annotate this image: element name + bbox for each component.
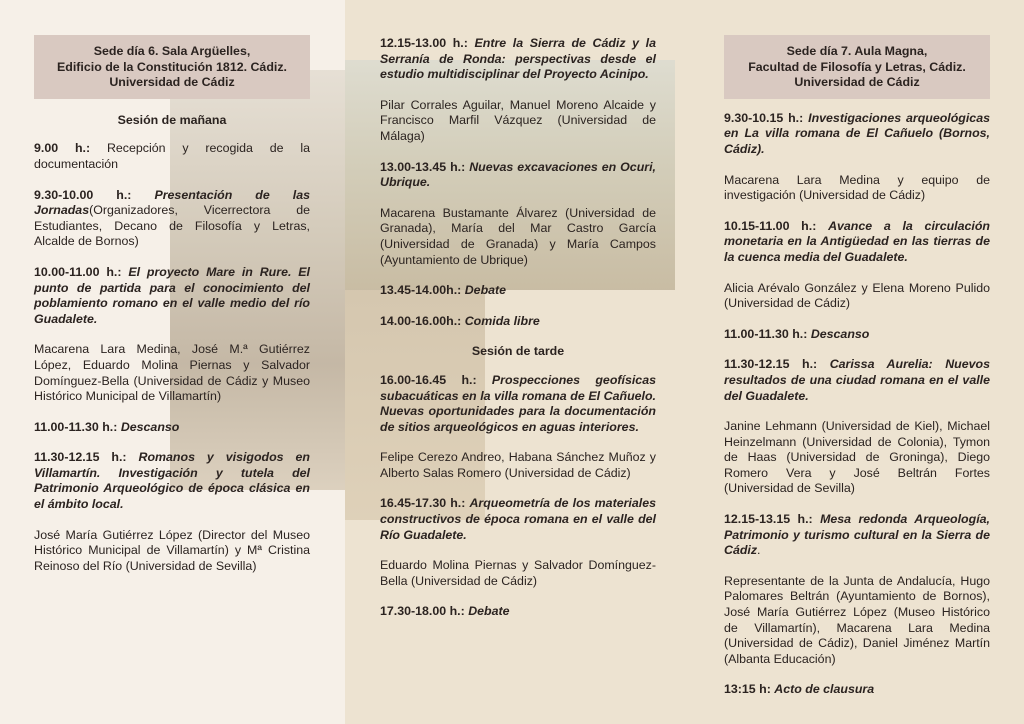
item-time: 13:15 h:	[724, 682, 771, 697]
session-title-afternoon: Sesión de tarde	[471, 344, 565, 359]
item-time: 10.15-11.00 h.:	[724, 218, 817, 233]
column-day-7	[724, 0, 990, 713]
item-text: Macarena Lara Medina, José M.ª Gutiérrez López, Eduardo Molina Piernas y Salvador Domínguez-Bella (Universidad de Cádiz y Museo Histórico Municipal de Villamartín)	[34, 342, 310, 404]
program-item	[34, 528, 310, 575]
column-day-6-afternoon	[380, 36, 656, 635]
item-time: 10.00-11.00 h.:	[34, 264, 122, 279]
program-item	[34, 188, 310, 250]
program-item	[724, 682, 990, 698]
program-item	[724, 574, 990, 668]
program-item	[380, 36, 656, 83]
item-title: Descanso	[810, 326, 870, 341]
item-text: José María Gutiérrez López (Director del Museo Histórico Municipal de Villamartín) y Mª Cristina Reinoso del Río (Universidad de Sevilla)	[34, 527, 310, 573]
item-title: Mesa redonda Arqueología, Patrimonio y turismo cultural en la Sierra de Cádiz	[724, 512, 990, 558]
item-title: Arqueometría de los materiales constructivos de época romana en el valle del Río Guadalete.	[380, 496, 656, 542]
program-item	[724, 512, 990, 559]
program-item	[34, 342, 310, 404]
program-item	[380, 558, 656, 589]
program-item	[724, 281, 990, 312]
program-item	[724, 219, 990, 266]
program-list	[724, 111, 990, 698]
venue-line: Universidad de Cádiz	[109, 75, 235, 90]
program-item	[724, 419, 990, 497]
program-item	[34, 450, 310, 512]
program-item	[380, 283, 656, 299]
program-item	[34, 420, 310, 436]
item-title: Entre la Sierra de Cádiz y la Serranía de Ronda: perspectivas desde el estudio multidisciplinar del Proyecto Acinipo.	[380, 36, 656, 82]
program-item	[380, 496, 656, 543]
item-time: 12.15-13.15 h.:	[724, 512, 813, 527]
venue-line: Universidad de Cádiz	[794, 75, 920, 90]
item-title: Debate	[468, 604, 510, 619]
item-time: 11.30-12.15 h.:	[34, 450, 127, 465]
item-time: 12.15-13.00 h.:	[380, 36, 468, 50]
program-item	[724, 327, 990, 343]
item-time: 13.00-13.45 h.:	[380, 159, 466, 174]
item-title: Prospecciones geofísicas subacuáticas en la villa romana de El Cañuelo. Nuevas oportunidades para la documentación de sitios arqueológicos en aguas interiores.	[380, 372, 656, 434]
item-text: Macarena Bustamante Álvarez (Universidad de Granada), María del Mar Castro García (Universidad de Granada) y María Campos (Ayuntamiento de Ubrique)	[380, 205, 656, 267]
program-item	[34, 141, 310, 172]
item-time: 11.00-11.30 h.:	[724, 326, 808, 341]
item-text: .	[757, 543, 761, 558]
item-title: Nuevas excavaciones en Ocuri, Ubrique.	[380, 159, 656, 190]
item-title: Debate	[464, 283, 507, 298]
column-day-6-morning	[34, 0, 310, 589]
item-text: Macarena Lara Medina y equipo de investigación (Universidad de Cádiz)	[724, 172, 990, 203]
program-item	[380, 373, 656, 435]
item-text: Janine Lehmann (Universidad de Kiel), Michael Heinzelmann (Universidad de Colonia), Tymon de Haas (Universidad de Groninga), Diego Romero Vera y José Beltrán Fortes (Universidad de Sevilla)	[724, 419, 990, 496]
program-item	[380, 604, 656, 620]
program-list	[380, 373, 656, 620]
item-title: Comida libre	[464, 313, 540, 328]
program-list	[380, 36, 656, 329]
item-time: 13.45-14.00h.:	[380, 283, 462, 298]
item-text: Eduardo Molina Piernas y Salvador Domínguez-Bella (Universidad de Cádiz)	[380, 558, 656, 588]
item-text: Pilar Corrales Aguilar, Manuel Moreno Alcaide y Francisco Marfil Vázquez (Universidad de Málaga)	[380, 97, 656, 143]
item-time: 14.00-16.00h.:	[380, 313, 462, 328]
program-item	[380, 98, 656, 145]
item-time: 16.45-17.30 h.:	[380, 496, 466, 511]
program-item	[34, 265, 310, 327]
item-text: Felipe Cerezo Andreo, Habana Sánchez Muñoz y Alberto Salas Romero (Universidad de Cádiz)	[380, 450, 656, 480]
item-title: Romanos y visigodos en Villamartín. Investigación y tutela del Patrimonio Arqueológico de época clásica en el ámbito local.	[34, 450, 310, 512]
item-text: (Organizadores, Vicerrectora de Estudiantes, Decano de Filosofía y Letras, Alcalde de Bornos)	[34, 203, 310, 249]
item-time: 11.00-11.30 h.:	[34, 419, 118, 434]
program-item	[380, 160, 656, 191]
item-text: Representante de la Junta de Andalucía, Hugo Palomares Beltrán (Ayuntamiento de Bornos), José María Gutiérrez López (Museo Histórico de Villamartín), Macarena Lara Medina (Universidad de Cádiz), Daniel Jiménez Martín (Albanta Educación)	[724, 573, 990, 666]
program-item	[380, 314, 656, 330]
item-text: Alicia Arévalo González y Elena Moreno Pulido (Universidad de Cádiz)	[724, 280, 990, 311]
item-title: Investigaciones arqueológicas en La villa romana de El Cañuelo (Bornos, Cádiz).	[724, 110, 990, 156]
venue-line: Facultad de Filosofía y Letras, Cádiz.	[748, 59, 966, 74]
program-item	[380, 206, 656, 268]
item-title: Descanso	[120, 419, 180, 434]
venue-line: Sede día 7. Aula Magna,	[786, 44, 928, 58]
venue-header-day-7	[724, 35, 990, 99]
item-time: 11.30-12.15 h.:	[724, 357, 818, 372]
item-title: Acto de clausura	[774, 682, 875, 697]
venue-line: Sede día 6. Sala Argüelles,	[93, 44, 251, 58]
item-time: 9.00 h.:	[34, 141, 91, 156]
venue-header-day-6	[34, 35, 310, 99]
item-time: 9.30-10.00 h.:	[34, 187, 132, 202]
program-item	[724, 357, 990, 404]
item-time: 16.00-16.45 h.:	[380, 372, 477, 387]
item-title: Carissa Aurelia: Nuevos resultados de una ciudad romana en el valle del Guadalete.	[724, 357, 990, 403]
session-title-morning: Sesión de mañana	[117, 112, 227, 127]
program-item	[724, 111, 990, 158]
program-list	[34, 141, 310, 574]
item-title: Avance a la circulación monetaria en la Antigüedad en las tierras de la cuenca media del Guadalete.	[724, 218, 990, 264]
item-title: Presentación de las Jornadas	[34, 187, 310, 218]
item-title: El proyecto Mare in Rure. El punto de partida para el conocimiento del poblamiento romano en el valle medio del río Guadalete.	[34, 264, 310, 326]
item-time: 9.30-10.15 h.:	[724, 110, 804, 125]
item-time: 17.30-18.00 h.:	[380, 604, 465, 619]
venue-line: Edificio de la Constitución 1812. Cádiz.	[57, 59, 287, 74]
program-item	[380, 450, 656, 481]
program-item	[724, 173, 990, 204]
item-text: Recepción y recogida de la documentación	[34, 141, 310, 171]
